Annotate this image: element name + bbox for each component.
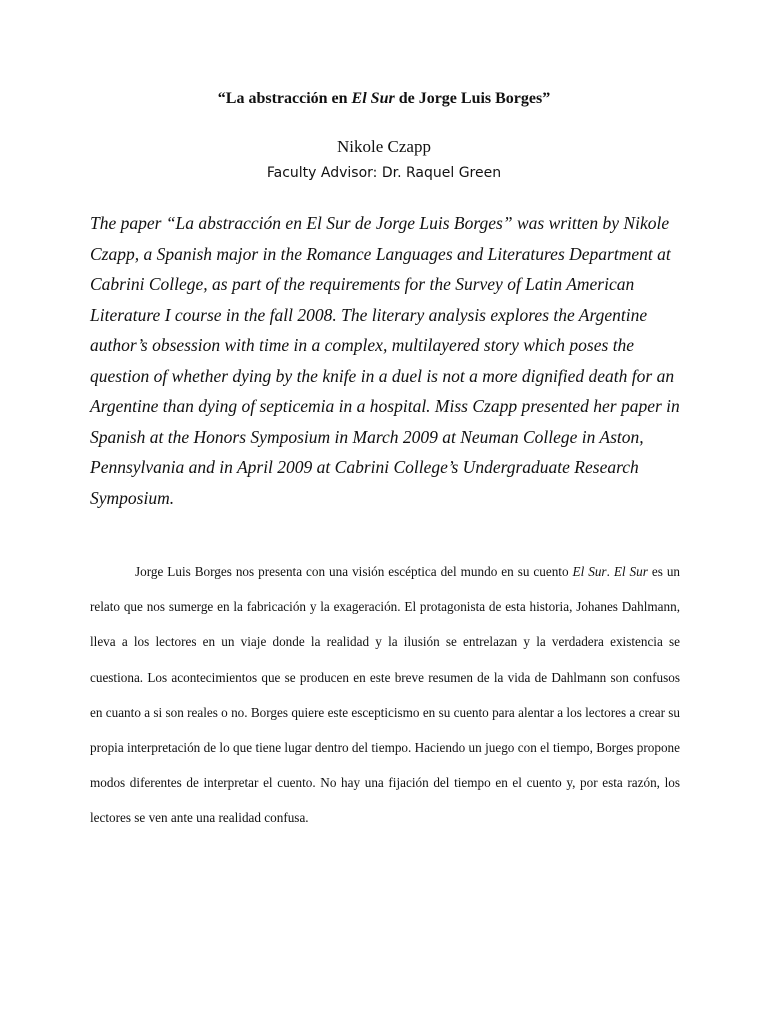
author-name: Nikole Czapp — [337, 137, 431, 156]
body-text-rest: es un relato que nos sumerge en la fabricación y la exageración. El protagonista de esta historia, Johanes Dahlmann, lleva a los lectores en un viaje donde la realidad y la ilusión se entrelazan y la verdadera existencia se cuestiona. Los acontecimientos que se producen en este breve resumen de la vida de Dahlmann son confusos en cuanto a si son reales o no. Borges quiere este escepticismo en su cuento para alentar a los lectores a crear su propia interpretación de lo que tiene lugar dentro del tiempo. Haciendo un juego con el tiempo, Borges propone modos diferentes de interpretar el cuento. No hay una fijación del tiempo en el cuento y, por esta razón, los lectores se ven ante una realidad confusa. — [90, 564, 681, 826]
body-paragraph — [90, 554, 680, 836]
faculty-advisor: Faculty Advisor: Dr. Raquel Green — [266, 165, 502, 181]
body-text-start: Jorge Luis Borges nos presenta con una visión escéptica del mundo en su cuento — [135, 564, 573, 579]
body-italic-title-1: El Sur — [572, 564, 607, 579]
abstract-paragraph: The paper “La abstracción en El Sur de Jorge Luis Borges” was written by Nikole Czapp, a Spanish major in the Romance Languages and Literatures Department at Cabrini College, as part of the requirements for the Survey of Latin American Literature I course in the fall 2008. The literary analysis explores the Argentine author’s obsession with time in a complex, multilayered story which poses the question of whether dying by the knife in a duel is not a more dignified death for an Argentine than dying of septicemia in a hospital. Miss Czapp presented her paper in Spanish at the Honors Symposium in March 2009 at Neuman College in Aston, Pennsylvania and in April 2009 at Cabrini College’s Undergraduate Research Symposium. — [90, 213, 680, 508]
body-italic-title-2: El Sur — [613, 564, 648, 579]
paper-title — [0, 90, 768, 108]
title-text-italic: El Sur — [351, 90, 395, 107]
title-text-end: de Jorge Luis Borges” — [394, 90, 551, 107]
title-text-start: “La abstracción en — [217, 90, 352, 107]
body-text-period: . — [606, 564, 614, 579]
